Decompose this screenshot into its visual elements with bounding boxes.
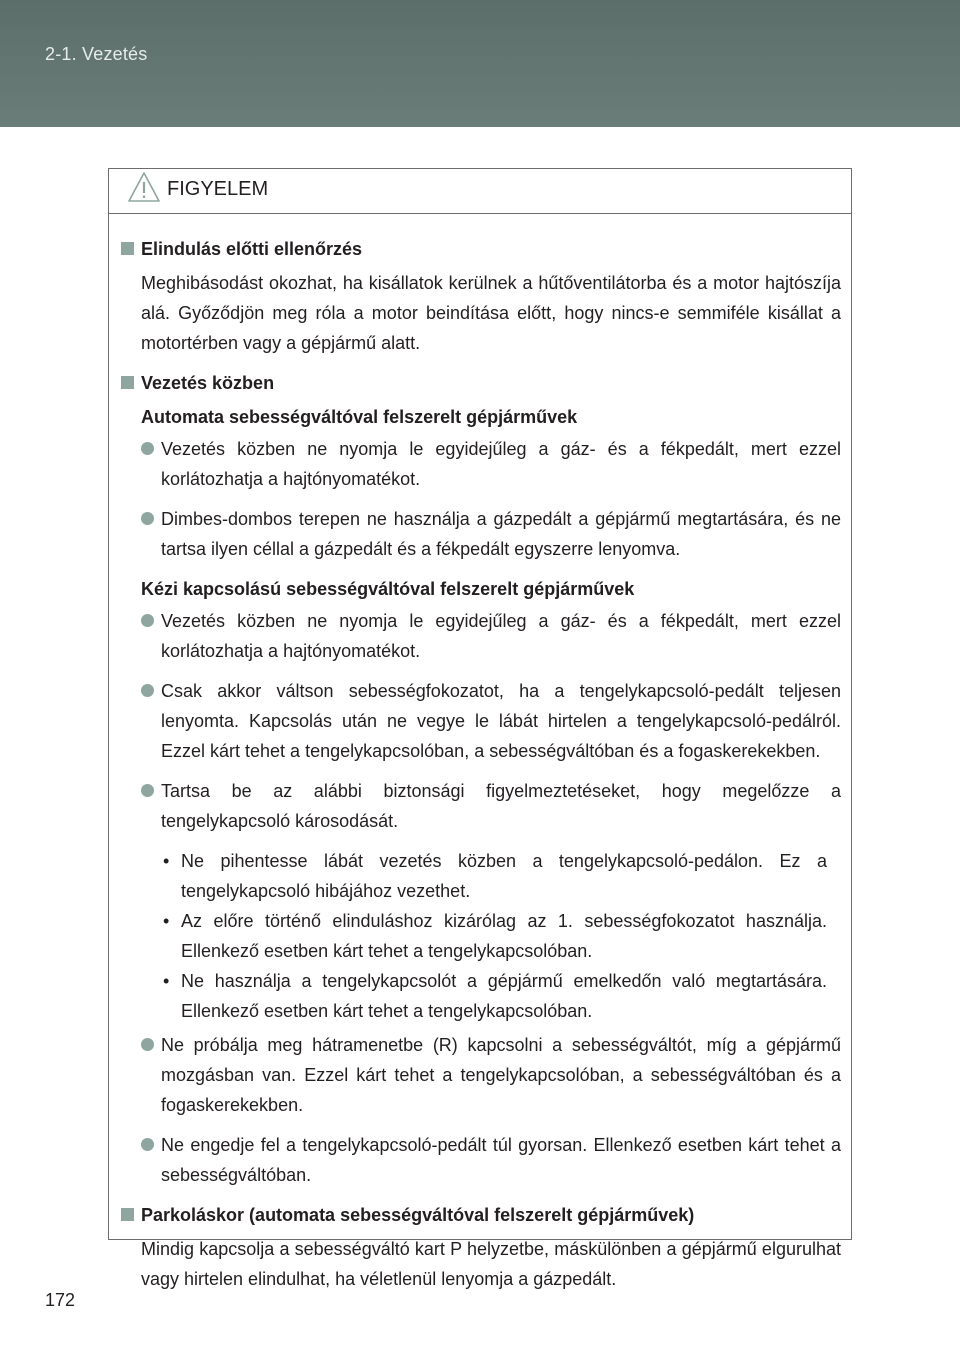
warning-title: FIGYELEM: [167, 178, 269, 200]
bullet-item: Vezetés közben ne nyomja le egyidejűleg a gáz- és a fékpedált, mert ezzel korlátozhatja a hajtónyomatékot.: [119, 434, 841, 494]
bullet-item: Vezetés közben ne nyomja le egyidejűleg a gáz- és a fékpedált, mert ezzel korlátozhatja a hajtónyomatékot.: [119, 606, 841, 666]
subheading: Automata sebességváltóval felszerelt gépjárművek: [141, 407, 578, 427]
bullet-item: Ne próbálja meg hátramenetbe (R) kapcsolni a sebességváltót, míg a gépjármű mozgásban van. Ezzel kárt tehet a tengelykapcsolóban, a sebességváltóban és a fogaskerekekben.: [119, 1030, 841, 1120]
bullet-item: Dimbes-dombos terepen ne használja a gázpedált a gépjármű megtartására, és ne tartsa ilyen céllal a gázpedált és a fékpedált egyszerre lenyomva.: [119, 504, 841, 564]
section-title: 2-1. Vezetés: [45, 44, 148, 64]
warning-body: [109, 214, 851, 1294]
section-heading: Parkoláskor (automata sebességváltóval felszerelt gépjárművek): [119, 1200, 841, 1230]
warning-header: [109, 169, 851, 214]
section-text: Meghibásodást okozhat, ha kisállatok kerülnek a hűtőventilátorba és a motor hajtószíja alá. Győződjön meg róla a motor beindítása előtt, hogy nincs-e semmiféle kisállat a motortérben vagy a gépjármű alatt.: [141, 273, 841, 353]
section-text: Mindig kapcsolja a sebességváltó kart P helyzetbe, máskülönben a gépjármű elgurulhat vagy hirtelen elindulhat, ha véletlenül lenyomja a gázpedált.: [141, 1239, 841, 1289]
bullet-item: Tartsa be az alábbi biztonsági figyelmeztetéseket, hogy megelőzze a tengelykapcsoló károsodását.: [119, 776, 841, 836]
section-heading: Vezetés közben: [119, 368, 841, 398]
page-number: 172: [45, 1290, 76, 1310]
dot-item: • Ne pihentesse lábát vezetés közben a tengelykapcsoló-pedálon. Ez a tengelykapcsoló hibájához vezethet.: [119, 846, 841, 906]
subheading: Kézi kapcsolású sebességváltóval felszerelt gépjárművek: [141, 579, 635, 599]
bullet-item: Ne engedje fel a tengelykapcsoló-pedált túl gyorsan. Ellenkező esetben kárt tehet a sebességváltóban.: [119, 1130, 841, 1190]
dot-item: • Ne használja a tengelykapcsolót a gépjármű emelkedőn való megtartására. Ellenkező esetben kárt tehet a tengelykapcsolóban.: [119, 966, 841, 1026]
bullet-item: Csak akkor váltson sebességfokozatot, ha a tengelykapcsoló-pedált teljesen lenyomta. Kapcsolás után ne vegye le lábát hirtelen a tengelykapcsoló-pedálról. Ezzel kárt tehet a tengelykapcsolóban, a sebességváltóban és a fogaskerekekben.: [119, 676, 841, 766]
dot-list: [119, 846, 841, 1026]
dot-item: • Az előre történő elinduláshoz kizárólag az 1. sebességfokozatot használja. Ellenkező esetben kárt tehet a tengelykapcsolóban.: [119, 906, 841, 966]
warning-box: [108, 168, 852, 1289]
warning-triangle-icon: [127, 170, 161, 204]
section-heading: Elindulás előtti ellenőrzés: [119, 234, 841, 264]
